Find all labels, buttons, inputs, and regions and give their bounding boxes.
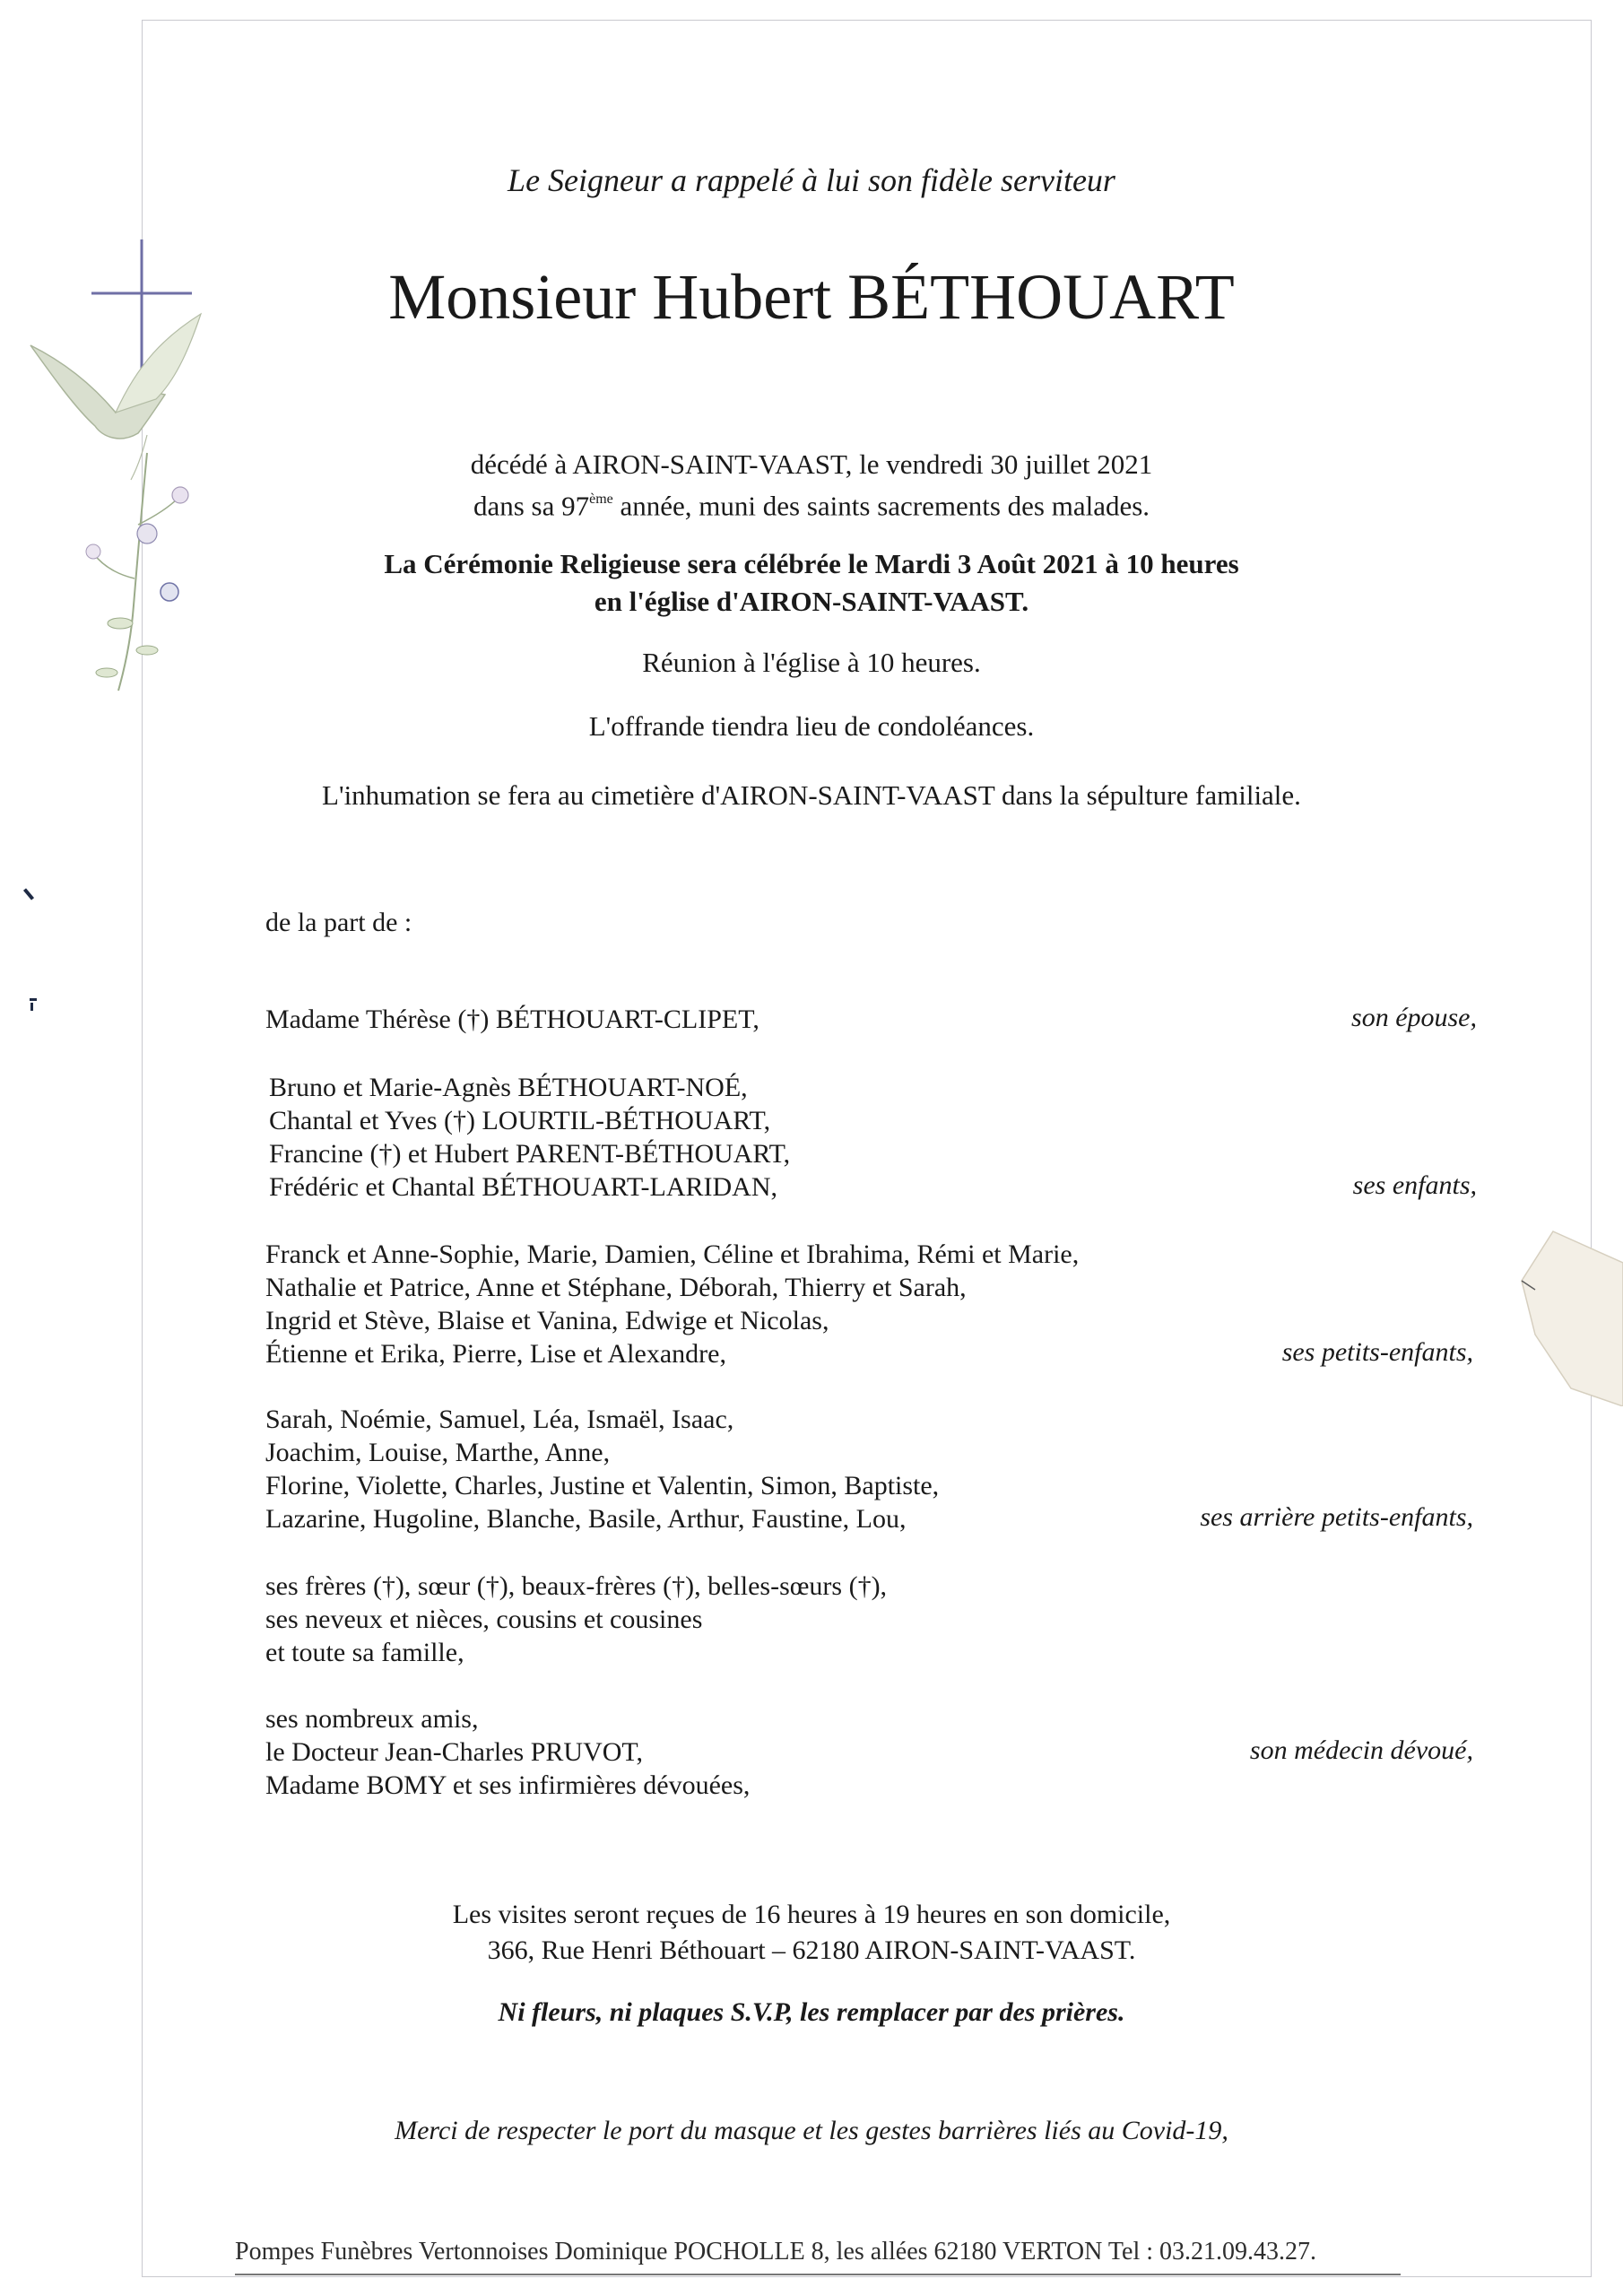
list-item: Ingrid et Stève, Blaise et Vanina, Edwige et Nicolas, — [265, 1306, 829, 1335]
from-label: de la part de : — [265, 908, 412, 937]
reunion-line: Réunion à l'église à 10 heures. — [642, 647, 981, 678]
list-item: Franck et Anne-Sophie, Marie, Damien, Céline et Ibrahima, Rémi et Marie, — [265, 1239, 1080, 1269]
no-flowers-notice: Ni fleurs, ni plaques S.V.P, les remplacer par des prières. — [498, 1997, 1125, 2027]
relation-friends: son médecin dévoué, — [1249, 1735, 1473, 1765]
list-item: Frédéric et Chantal BÉTHOUART-LARIDAN, — [269, 1172, 777, 1202]
scan-mark — [30, 998, 37, 1001]
ceremony-line-2: en l'église d'AIRON-SAINT-VAAST. — [594, 586, 1029, 617]
children-list — [269, 1071, 790, 1204]
inhumation-line: L'inhumation se fera au cimetière d'AIRON-SAINT-VAAST dans la sépulture familiale. — [322, 779, 1301, 811]
list-item: Étienne et Erika, Pierre, Lise et Alexandre, — [265, 1339, 726, 1369]
visits-line-2: 366, Rue Henri Béthouart – 62180 AIRON-SAINT-VAAST. — [487, 1935, 1136, 1965]
list-item: Nathalie et Patrice, Anne et Stéphane, Déborah, Thierry et Sarah, — [265, 1273, 967, 1302]
offrande-line: L'offrande tiendra lieu de condoléances. — [588, 710, 1035, 742]
list-item: le Docteur Jean-Charles PRUVOT, — [265, 1737, 643, 1767]
intro-line: Le Seigneur a rappelé à lui son fidèle serviteur — [508, 162, 1115, 198]
footer-divider — [235, 2274, 1401, 2275]
visits-line-1: Les visites seront reçues de 16 heures à 19 heures en son domicile, — [452, 1900, 1171, 1929]
footer-funeral-home: Pompes Funèbres Vertonnoises Dominique POCHOLLE 8, les allées 62180 VERTON Tel : 03.21.09.43.27. — [235, 2238, 1316, 2266]
friends-list — [265, 1702, 750, 1802]
relation-spouse: son épouse, — [1351, 1003, 1477, 1032]
list-item: Madame BOMY et ses infirmières dévouées, — [265, 1770, 751, 1800]
list-item: Bruno et Marie-Agnès BÉTHOUART-NOÉ, — [269, 1073, 748, 1102]
death-line-1: décédé à AIRON-SAINT-VAAST, le vendredi 30 juillet 2021 — [470, 448, 1153, 480]
relation-children: ses enfants, — [1352, 1170, 1477, 1200]
list-item: Madame Thérèse (†) BÉTHOUART-CLIPET, — [265, 1004, 759, 1034]
list-item: Francine (†) et Hubert PARENT-BÉTHOUART, — [269, 1139, 791, 1169]
covid-notice: Merci de respecter le port du masque et les gestes barrières liés au Covid-19, — [395, 2116, 1228, 2145]
spouse-list — [265, 1003, 759, 1036]
relation-grandchildren: ses petits-enfants, — [1281, 1337, 1473, 1367]
ceremony-details — [0, 545, 1623, 621]
list-item: ses neveux et nièces, cousins et cousines — [265, 1605, 703, 1634]
scan-mark — [30, 1003, 33, 1011]
scan-mark — [23, 888, 34, 900]
great-grandchildren-list — [265, 1403, 939, 1535]
list-item: et toute sa famille, — [265, 1638, 464, 1667]
death-line-2: dans sa 97ème année, muni des saints sacrements des malades. — [473, 490, 1150, 522]
list-item: Joachim, Louise, Marthe, Anne, — [265, 1438, 611, 1467]
list-item: Sarah, Noémie, Samuel, Léa, Ismaël, Isaac, — [265, 1405, 734, 1434]
siblings-list — [265, 1570, 887, 1669]
death-details — [0, 446, 1623, 524]
list-item: ses nombreux amis, — [265, 1704, 479, 1734]
list-item: Florine, Violette, Charles, Justine et Valentin, Simon, Baptiste, — [265, 1471, 940, 1500]
grandchildren-list — [265, 1238, 1079, 1370]
relation-great-grandchildren: ses arrière petits-enfants, — [1200, 1502, 1473, 1532]
list-item: Chantal et Yves (†) LOURTIL-BÉTHOUART, — [269, 1106, 771, 1135]
list-item: Lazarine, Hugoline, Blanche, Basile, Arthur, Faustine, Lou, — [265, 1504, 907, 1534]
ceremony-line-1: La Cérémonie Religieuse sera célébrée le Mardi 3 Août 2021 à 10 heures — [384, 548, 1239, 579]
visits-details — [0, 1897, 1623, 1969]
list-item: ses frères (†), sœur (†), beaux-frères (†), belles-sœurs (†), — [265, 1571, 888, 1601]
tape-fragment — [1517, 1227, 1623, 1406]
deceased-name: Monsieur Hubert BÉTHOUART — [388, 261, 1235, 333]
